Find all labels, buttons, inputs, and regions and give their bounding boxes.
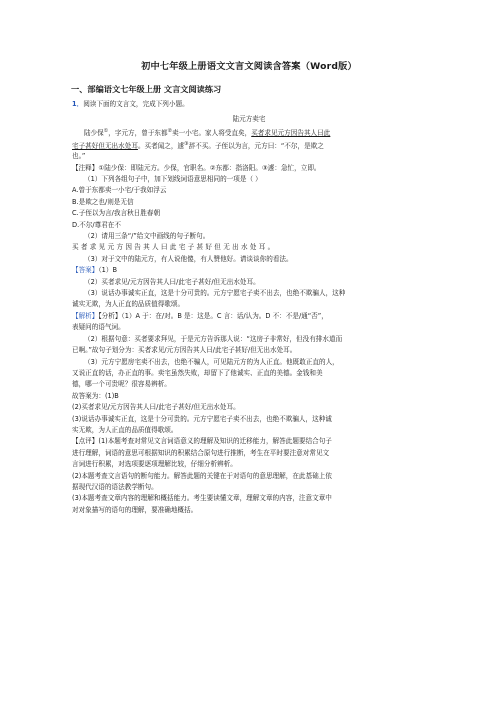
analysis-3c: 德，哪一个可贵呢？很容易辨析。 bbox=[72, 380, 171, 389]
footnote-mark: ③ bbox=[184, 140, 189, 147]
analysis-k3b: 实无欺，为人正直的品质值得歌颂。 bbox=[72, 425, 178, 434]
passage-text: 辞不买。子侄以为言，元方曰：“不尔，是欺之 bbox=[188, 141, 324, 150]
comment-text: (1)本题考查对常见文言词语意义的理解及知识的迁移能力，解答此题要结合句子 bbox=[98, 437, 332, 446]
question-intro bbox=[72, 98, 426, 108]
comment-3a: (3)本题考查文章内容的理解和概括能力。考生要读懂文章，理解文章的内容，注意文章中 bbox=[72, 494, 332, 503]
question-number: 1． bbox=[72, 100, 84, 108]
passage-text: 卖一小宅。家人将受直矣， bbox=[172, 129, 252, 138]
passage-text: 。买者闻之，遽 bbox=[137, 141, 185, 150]
analysis-key: 故答案为：(1)B bbox=[72, 391, 119, 400]
option-c: C.子侄以为言/我言秋日胜春朝 bbox=[72, 209, 161, 218]
analysis-2b: 已啊。”故句子划分为：买者求见/元方因告其人曰/此宅子甚好/但无出水处耳。 bbox=[72, 346, 297, 355]
answer-3b: 诚实无欺，为人正直的品质值得歌颂。 bbox=[72, 300, 185, 309]
note-tag: 【注释】 bbox=[72, 163, 99, 172]
note-text: ①陆少保：即陆元方。少保，官职名。②东都：指洛阳。③遽：急忙，立即。 bbox=[98, 163, 321, 172]
underlined-sentence: 宅子甚好但无出水处耳 bbox=[72, 141, 138, 150]
passage-title: 陆元方卖宅 bbox=[232, 115, 266, 123]
passage-text: ，字元方，曾于东都 bbox=[108, 129, 168, 138]
analysis-k3a: (3)说话办事诚实正直，这是十分可贵的。元方宁愿宅子卖不出去，也绝不欺骗人，这种诚 bbox=[72, 414, 332, 423]
analysis-k2: (2)买者求见/元方因告其人曰/此宅子甚好/但无出水处耳。 bbox=[72, 403, 240, 412]
underlined-sentence: 买者求见元方因告其人曰此 bbox=[251, 129, 331, 138]
answer-tag: 【答案】 bbox=[72, 266, 99, 275]
comment-2b: 据现代汉语的语法教学断句。 bbox=[72, 482, 158, 491]
comment-3b: 对对象描写的语句的理解，要准确地概括。 bbox=[72, 505, 198, 514]
analysis-tag: 【解析】 bbox=[72, 311, 99, 320]
comment-line bbox=[72, 436, 426, 446]
answer-line bbox=[72, 265, 426, 275]
analysis-line bbox=[72, 311, 426, 321]
option-b: B.是欺之也/则是无信 bbox=[72, 197, 134, 206]
footnote-mark: ② bbox=[167, 128, 173, 134]
passage-paragraph bbox=[72, 126, 426, 162]
answer-text: （1）B bbox=[98, 266, 117, 275]
analysis-3b: 又说正直的话，办正直的事。卖宅虽然失败，却留下了他诚实、正直的美德。金钱和美 bbox=[72, 368, 323, 377]
passage-text: 陆少保 bbox=[84, 129, 104, 138]
footnote-mark: ① bbox=[103, 128, 109, 134]
answer-3a: （3）说话办事诚实正直，这是十分可贵的。元方宁愿宅子卖不出去，也绝不欺骗人，这种 bbox=[84, 289, 346, 298]
sub-question-3: （3）对于文中的陆元方，有人说他傻，有人赞他好。请谈谈你的看法。 bbox=[84, 254, 293, 263]
analysis-text: 【分析】（1）A 于：在/对。B 是：这是。C 言：话/认为。D 不：不是/通“否”， bbox=[98, 311, 328, 320]
comment-2a: (2)本题考查文言语句的断句能力。解答此题的关键在于对语句的意思理解，在此基础上依 bbox=[72, 471, 332, 480]
option-a: A.曾于东都卖一小宅/于我如浮云 bbox=[72, 186, 167, 195]
notes bbox=[72, 163, 426, 173]
comment-1b: 进行理解，词语的意思可根据知识的积累结合原句进行推断，考生在平时要注意对常见文 bbox=[72, 448, 330, 457]
analysis-2a: （2）根据句意：买者要求拜见，于是元方告诉那人说：“这房子非常好，但没有排水道而 bbox=[84, 334, 343, 343]
comment-tag: 【点评】 bbox=[72, 437, 99, 446]
option-d: D.不尔/尊君在不 bbox=[72, 220, 121, 229]
question-prompt: 阅读下面的文言文，完成下列小题。 bbox=[83, 100, 189, 108]
sub-question-2: （2）请用三条“/”给文中画线的句子断句。 bbox=[84, 232, 210, 241]
analysis-3a: （3）元方宁愿房宅卖不出去，也绝不骗人，可见陆元方的为人正直。他既敢正直的人， bbox=[84, 357, 339, 366]
analysis-1b: 表疑问的语气词。 bbox=[72, 323, 125, 332]
answer-2: （2）买者求见/元方因告其人曰/此宅子甚好/但无出水处耳。 bbox=[84, 277, 260, 286]
comment-1c: 言词进行积累，对选项要逐项理解比较，仔细分析辨析。 bbox=[72, 460, 237, 469]
section-heading: 一、部编语文七年级上册 文言文阅读练习 bbox=[71, 84, 222, 94]
sub-question-1: （1）下列各组句子中，加下划线词语意思相同的一项是（ ） bbox=[84, 175, 262, 183]
sub-question-2-text: 买者求见元方因告其人曰此宅子甚好但无出水处耳。 bbox=[72, 243, 277, 252]
page-title: 初中七年级上册语文文言文阅读含答案（Word版） bbox=[141, 61, 357, 72]
passage-text: 也。” bbox=[72, 152, 86, 161]
